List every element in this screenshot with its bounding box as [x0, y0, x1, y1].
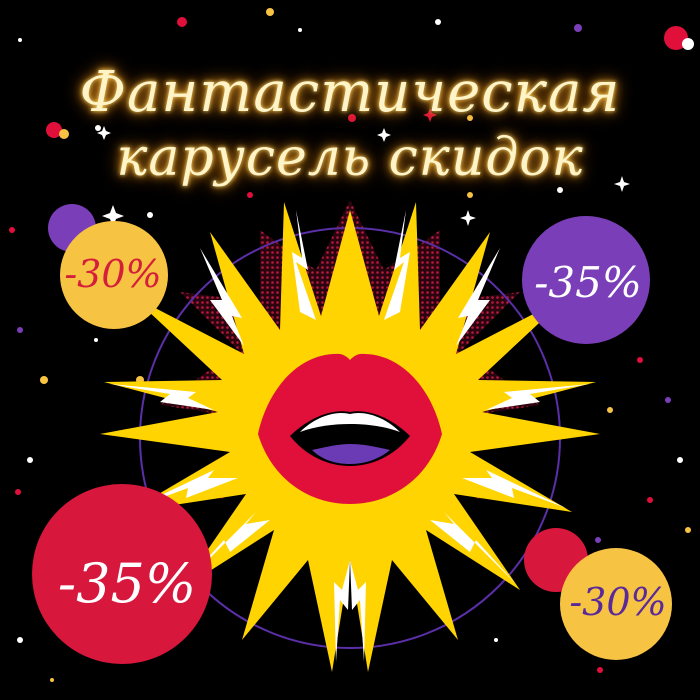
- title-line-2: карусель скидок: [116, 128, 584, 188]
- title-line-1: Фантастическая: [79, 60, 621, 125]
- discount-badge-label: -30%: [569, 580, 667, 624]
- discount-badge-label: -35%: [534, 258, 642, 307]
- discount-badge-label: -30%: [64, 252, 162, 296]
- discount-badge-label: -35%: [57, 552, 197, 615]
